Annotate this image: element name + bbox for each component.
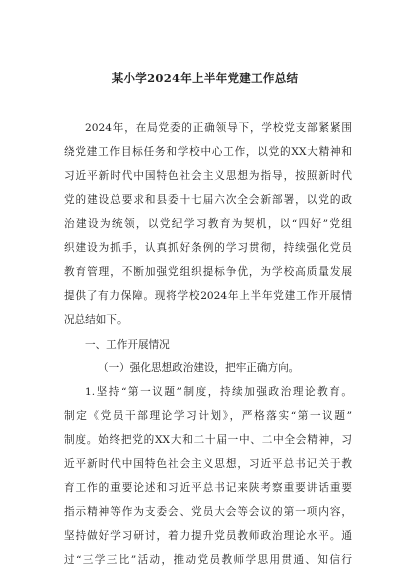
paragraph-line: 绕党建工作目标任务和学校中心工作，以党的XX大精神和 [64, 146, 352, 158]
paragraph-line: 指示精神等作为支委会、党员大会等会议的第一项内容， [64, 506, 352, 518]
paragraph-line: 织建设为抓手，认真抓好条例的学习贯彻，持续强化党员 [64, 242, 352, 254]
paragraph-line: 育工作的重要论述和习近平总书记来陕考察重要讲话重要 [64, 482, 352, 494]
paragraph-line: 教育管理，不断加强党组织提标争优，为学校高质量发展 [64, 266, 352, 278]
paragraph-line: 1.坚持“第一议题”制度，持续加强政治理论教育。 [85, 386, 352, 398]
paragraph-line: 况总结如下。 [64, 314, 128, 326]
paragraph-line: 治建设为统领，以党纪学习教育为契机，以“四好”党组 [64, 218, 352, 230]
paragraph-line: 坚持做好学习研讨，着力提升党员教师政治理论水平。通 [64, 530, 352, 542]
paragraph-line: 2024年，在局党委的正确领导下，学校党支部紧紧围 [85, 122, 352, 134]
paragraph-line: 习近平新时代中国特色社会主义思想为指导，按照新时代 [64, 170, 352, 182]
paragraph-line: 近平新时代中国特色社会主义思想，习近平总书记关于教 [64, 458, 352, 470]
subsection-heading: （一）强化思想政治建设，把牢正确方向。 [98, 362, 300, 374]
section-heading: 一、工作开展情况 [85, 339, 170, 351]
document-title: 某小学2024年上半年党建工作总结 [111, 71, 299, 85]
paragraph-line: 制定《党员干部理论学习计划》，严格落实“第一议题” [64, 410, 352, 422]
paragraph-line: 过“三学三比”活动，推动党员教师学思用贯通、知信行 [64, 554, 352, 566]
paragraph-line: 党的建设总要求和县委十七届六次全会新部署，以党的政 [64, 194, 352, 206]
paragraph-line: 制度。始终把党的XX大和二十届一中、二中全会精神，习 [64, 434, 352, 446]
paragraph-line: 提供了有力保障。现将学校2024年上半年党建工作开展情 [64, 290, 352, 302]
